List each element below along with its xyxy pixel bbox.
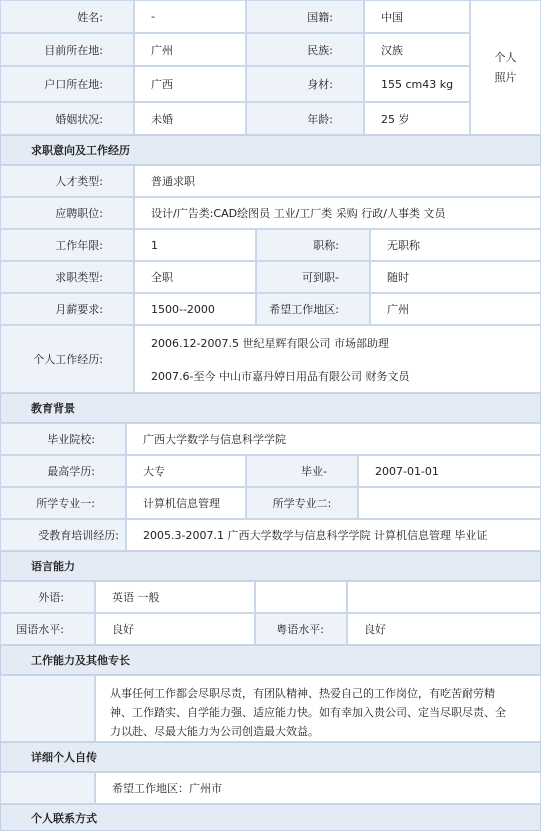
years-label: 工作年限: xyxy=(0,229,134,261)
position-value: 设计/广告类:CAD绘图员 工业/工厂类 采购 行政/人事类 文员 xyxy=(134,197,541,229)
foreign-language-value: 英语 一般 xyxy=(95,581,255,613)
name-value: - xyxy=(134,0,246,33)
talent-type-label: 人才类型: xyxy=(0,165,134,197)
photo-label-line2: 照片 xyxy=(494,70,517,84)
experience-list xyxy=(134,325,541,393)
mandarin-value: 良好 xyxy=(95,613,255,645)
desired-area-label: 希望工作地区: xyxy=(256,293,370,325)
marital-label: 婚姻状况: xyxy=(0,102,134,135)
school-value: 广西大学数学与信息科学学院 xyxy=(126,423,541,455)
degree-label: 最高学历: xyxy=(0,455,126,487)
age-value: 25 岁 xyxy=(364,102,470,135)
mandarin-label: 国语水平: xyxy=(0,613,95,645)
cantonese-value: 良好 xyxy=(347,613,541,645)
ethnicity-value: 汉族 xyxy=(364,33,470,66)
marital-value: 未婚 xyxy=(134,102,246,135)
graduation-value: 2007-01-01 xyxy=(358,455,541,487)
title-value: 无职称 xyxy=(370,229,541,261)
major1-value: 计算机信息管理 xyxy=(126,487,246,519)
major2-value xyxy=(358,487,541,519)
nationality-value: 中国 xyxy=(364,0,470,33)
position-label: 应聘职位: xyxy=(0,197,134,229)
empty-cell xyxy=(255,581,347,613)
school-label: 毕业院校: xyxy=(0,423,126,455)
empty-cell xyxy=(347,581,541,613)
photo-label-line1: 个人 xyxy=(494,50,517,64)
foreign-language-label: 外语: xyxy=(0,581,95,613)
contact-section-heading: 个人联系方式 xyxy=(0,804,541,831)
name-label: 姓名: xyxy=(0,0,134,33)
available-value: 随时 xyxy=(370,261,541,293)
training-label: 受教育培训经历: xyxy=(0,519,126,551)
self-intro-text: 希望工作地区：广州市 xyxy=(95,772,541,804)
location-label: 目前所在地: xyxy=(0,33,134,66)
location-value: 广州 xyxy=(134,33,246,66)
salary-value: 1500--2000 xyxy=(134,293,256,325)
language-section-heading: 语言能力 xyxy=(0,551,541,581)
graduation-label: 毕业- xyxy=(246,455,358,487)
major2-label: 所学专业二: xyxy=(246,487,358,519)
experience-label: 个人工作经历: xyxy=(0,325,134,393)
degree-value: 大专 xyxy=(126,455,246,487)
cantonese-label: 粤语水平: xyxy=(255,613,347,645)
seek-type-label: 求职类型: xyxy=(0,261,134,293)
hukou-label: 户口所在地: xyxy=(0,66,134,102)
body-value: 155 cm43 kg xyxy=(364,66,470,102)
skills-text: 从事任何工作都会尽职尽责，有团队精神、热爱自己的工作岗位，有吃苦耐劳精神、工作踏实、自学能力强、适应能力快。如有幸加入贵公司、定当尽职尽责、全力以赴、尽最大能力为公司创造最大效益。 xyxy=(95,675,541,742)
title-label: 职称: xyxy=(256,229,370,261)
years-value: 1 xyxy=(134,229,256,261)
major1-label: 所学专业一: xyxy=(0,487,126,519)
available-label: 可到职- xyxy=(256,261,370,293)
skills-section-heading: 工作能力及其他专长 xyxy=(0,645,541,675)
job-section-heading: 求职意向及工作经历 xyxy=(0,135,541,165)
skills-label-cell xyxy=(0,675,95,742)
training-value: 2005.3-2007.1 广西大学数学与信息科学学院 计算机信息管理 毕业证 xyxy=(126,519,541,551)
desired-area-value: 广州 xyxy=(370,293,541,325)
self-intro-section-heading: 详细个人自传 xyxy=(0,742,541,772)
ethnicity-label: 民族: xyxy=(246,33,364,66)
body-label: 身材: xyxy=(246,66,364,102)
talent-type-value: 普通求职 xyxy=(134,165,541,197)
education-section-heading: 教育背景 xyxy=(0,393,541,423)
experience-item: 2007.6-至今 中山市嘉丹婷日用品有限公司 财务文员 xyxy=(151,369,410,383)
nationality-label: 国籍: xyxy=(246,0,364,33)
seek-type-value: 全职 xyxy=(134,261,256,293)
hukou-value: 广西 xyxy=(134,66,246,102)
age-label: 年龄: xyxy=(246,102,364,135)
photo-placeholder xyxy=(470,0,541,135)
salary-label: 月薪要求: xyxy=(0,293,134,325)
experience-item: 2006.12-2007.5 世纪星辉有限公司 市场部助理 xyxy=(151,336,389,350)
self-intro-label-cell xyxy=(0,772,95,804)
